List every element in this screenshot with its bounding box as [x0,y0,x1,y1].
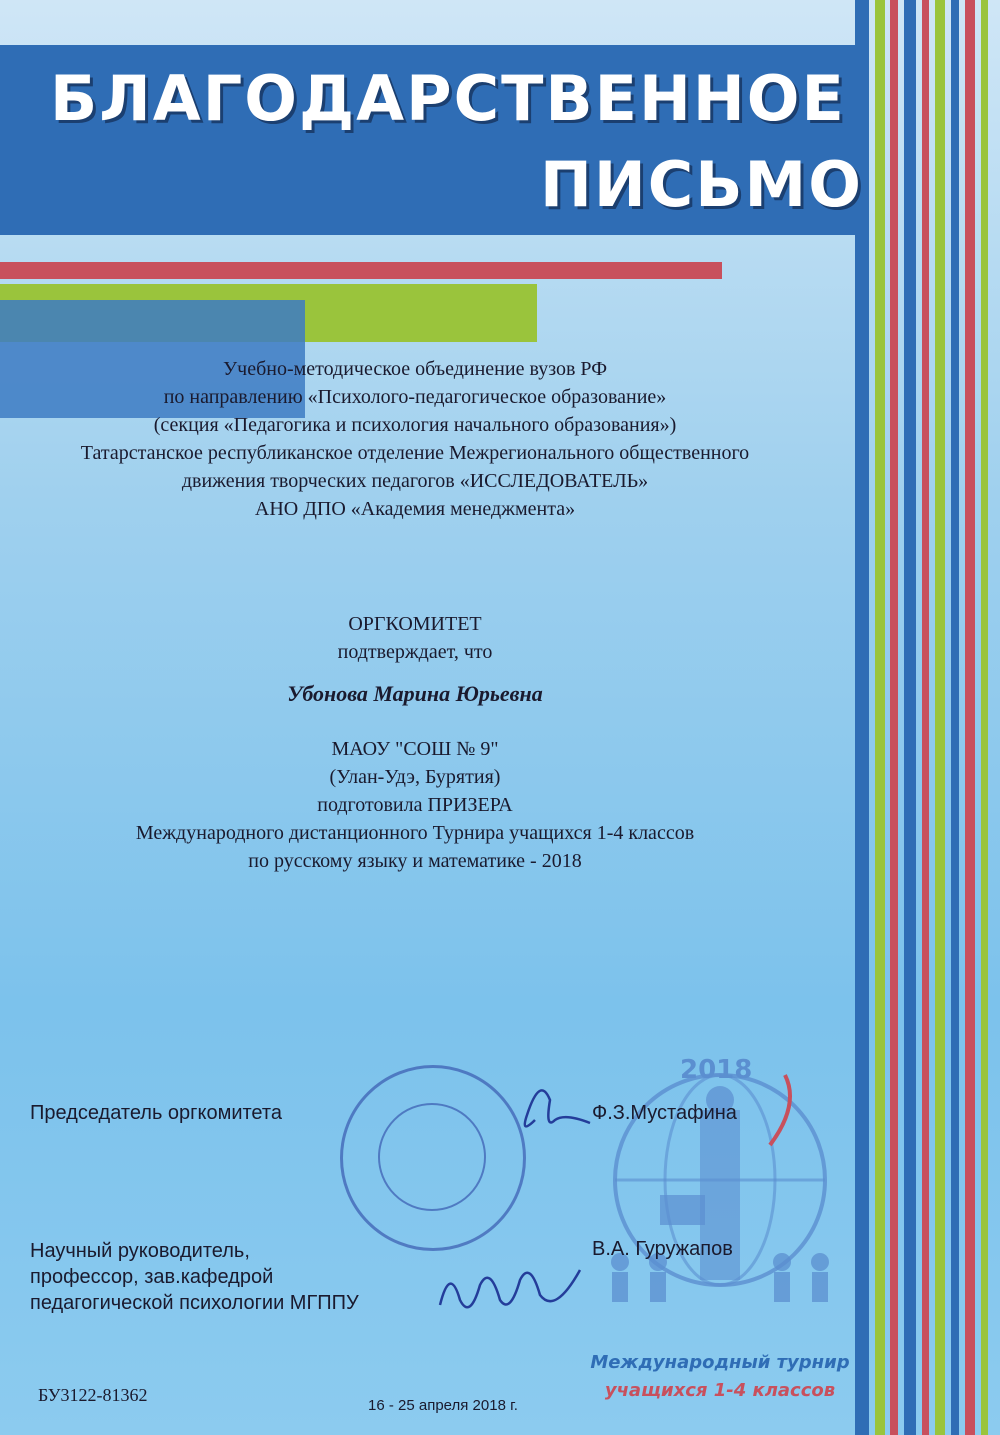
seal-stamp [340,1065,526,1251]
stripe-decor [965,0,975,1435]
org-line: АНО ДПО «Академия менеджмента» [254,498,576,520]
chair-title: Председатель оргкомитета [30,1102,282,1124]
committee-label: ОРГКОМИТЕТ [348,613,482,635]
stripe-decor [922,0,929,1435]
document-code: БУ3122-81362 [38,1385,148,1405]
red-bar [0,262,722,279]
chair-signature [505,1075,595,1145]
school-location: (Улан-Удэ, Бурятия) [329,766,501,788]
stripe-decor [875,0,885,1435]
org-line: движения творческих педагогов «ИССЛЕДОВАТЕЛЬ» [181,470,649,492]
person-name-text: Убонова Марина Юрьевна [287,681,543,706]
event-line-2: по русскому языку и математике - 2018 [248,850,582,872]
org-line: Учебно-методическое объединение вузов РФ [222,358,608,380]
title-line-1: БЛАГОДАРСТВЕННОЕ [50,62,846,135]
body-block [0,610,830,875]
stripe-decor [951,0,959,1435]
event-line-1: Международного дистанционного Турнира учащихся 1-4 классов [135,822,695,844]
organizations-block [0,355,830,523]
stripe-decor [904,0,916,1435]
stripe-decor [981,0,988,1435]
advisor-name: В.А. Гуружапов [592,1238,733,1260]
advisor-title-block [30,1238,359,1316]
confirms-text: подтверждает, что [337,641,493,663]
org-line: (секция «Педагогика и психология начального образования») [153,414,677,436]
stripe-decor [890,0,898,1435]
person-name [0,680,830,709]
school-name: МАОУ "СОШ № 9" [331,738,499,760]
seal-inner-ring [378,1103,486,1211]
event-dates: 16 - 25 апреля 2018 г. [368,1397,518,1414]
advisor-title-line: профессор, зав.кафедрой [30,1266,274,1288]
logo-label-line-2: учащихся 1-4 классов [604,1380,836,1401]
chair-name: Ф.З.Мустафина [592,1102,737,1124]
title-line-2: ПИСЬМО [540,148,863,221]
logo-label-line-1: Международный турнир [590,1352,850,1373]
logo-year: 2018 [680,1055,753,1085]
prepared-text: подготовила ПРИЗЕРА [317,794,513,816]
advisor-signature [430,1245,590,1330]
org-line: по направлению «Психолого-педагогическое образование» [163,386,667,408]
advisor-title-line: Научный руководитель, [30,1240,250,1262]
advisor-title-line: педагогической психологии МГППУ [30,1292,359,1314]
stripe-decor [935,0,945,1435]
org-line: Татарстанское республиканское отделение Межрегионального общественного [80,442,750,464]
